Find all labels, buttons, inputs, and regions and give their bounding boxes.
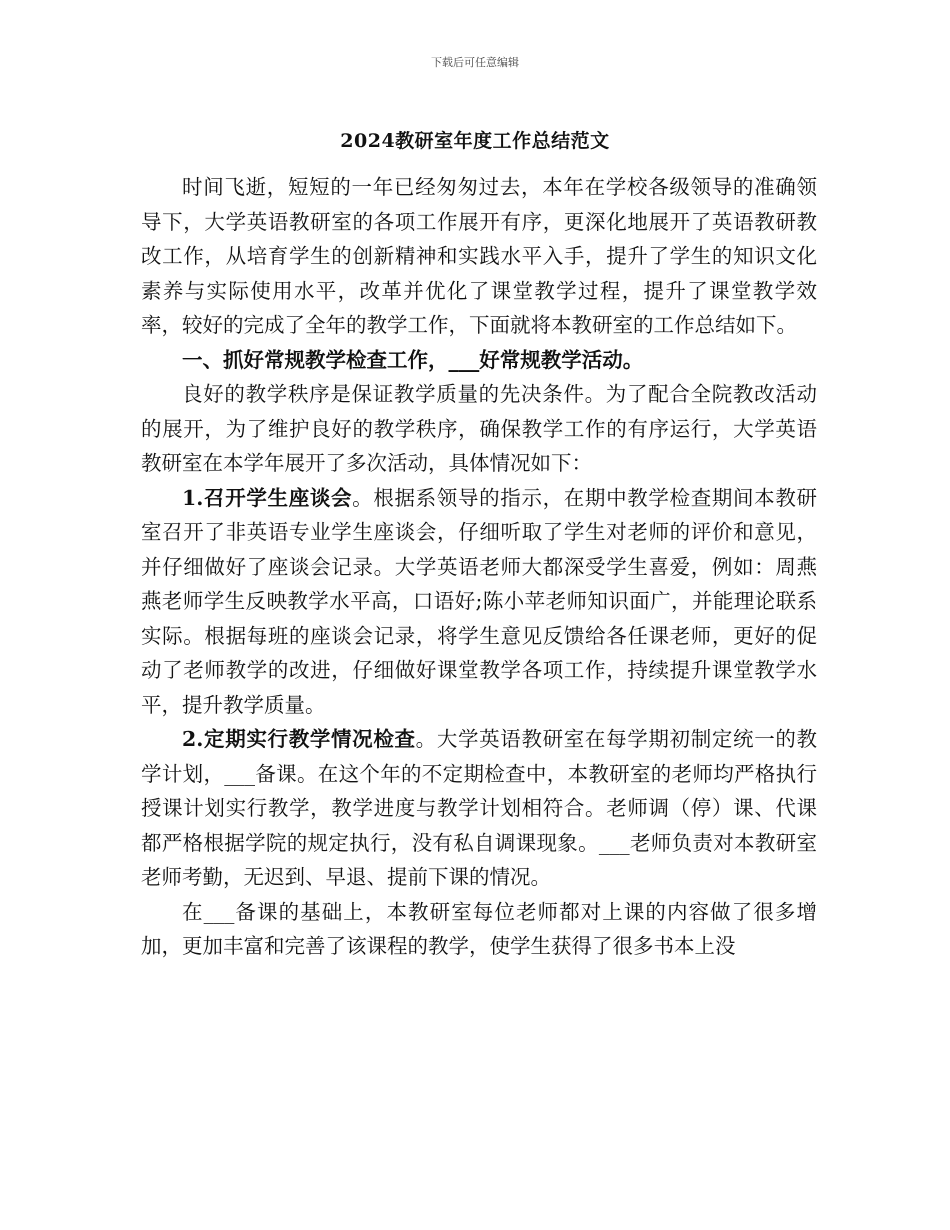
item1-text: 。根据系领导的指示，在期中教学检查期间本教研室召开了非英语专业学生座谈会，仔细听取了学生对老师的评价和意见，并仔细做好了座谈会记录。大学英语老师大都深受学生喜爱，例如：周燕燕老师学生反映教学水平高，口语好;陈小苹老师知识面广，并能理论联系实际。根据每班的座谈会记录，将学生意见反馈给各任课老师，更好的促动了老师教学的改进，仔细做好课堂教学各项工作，持续提升课堂教学水平，提升教学质量。: [141, 485, 817, 717]
intro-paragraph: 时间飞逝，短短的一年已经匆匆过去，本年在学校各级领导的准确领导下，大学英语教研室的各项工作展开有序，更深化地展开了英语教研教改工作，从培育学生的创新精神和实践水平入手，提升了学生的知识文化素养与实际使用水平，改革并优化了课堂教学过程，提升了课堂教学效率，较好的完成了全年的教学工作，下面就将本教研室的工作总结如下。: [141, 175, 817, 337]
document-body: [141, 170, 817, 964]
page-header-note: 下载后可任意编辑: [431, 56, 519, 69]
item2-text: 。大学英语教研室在每学期初制定统一的教学计划，___备课。在这个年的不定期检查中，本教研室的老师均严格执行授课计划实行教学，教学进度与教学计划相符合。老师调（停）课、代课都严格根据学院的规定执行，没有私自调课现象。___老师负责对本教研室老师考勤，无迟到、早退、提前下课的情况。: [141, 727, 818, 889]
item2-lead: 2.定期实行教学情况检查: [182, 727, 416, 751]
section1-intro-paragraph: 良好的教学秩序是保证教学质量的先决条件。为了配合全院教改活动的展开，为了维护良好的教学秩序，确保教学工作的有序运行，大学英语教研室在本学年展开了多次活动，具体情况如下：: [141, 382, 817, 475]
item1-lead: 1.召开学生座谈会: [182, 485, 353, 510]
document-title: 2024教研室年度工作总结范文: [340, 130, 610, 152]
last-paragraph: 在___备课的基础上，本教研室每位老师都对上课的内容做了很多增加，更加丰富和完善了该课程的教学，使学生获得了很多书本上没: [141, 899, 817, 958]
item2-paragraph: [141, 722, 817, 895]
item1-paragraph: [141, 481, 817, 723]
section-heading-1: 一、抓好常规教学检查工作，___好常规教学活动。: [182, 347, 644, 372]
